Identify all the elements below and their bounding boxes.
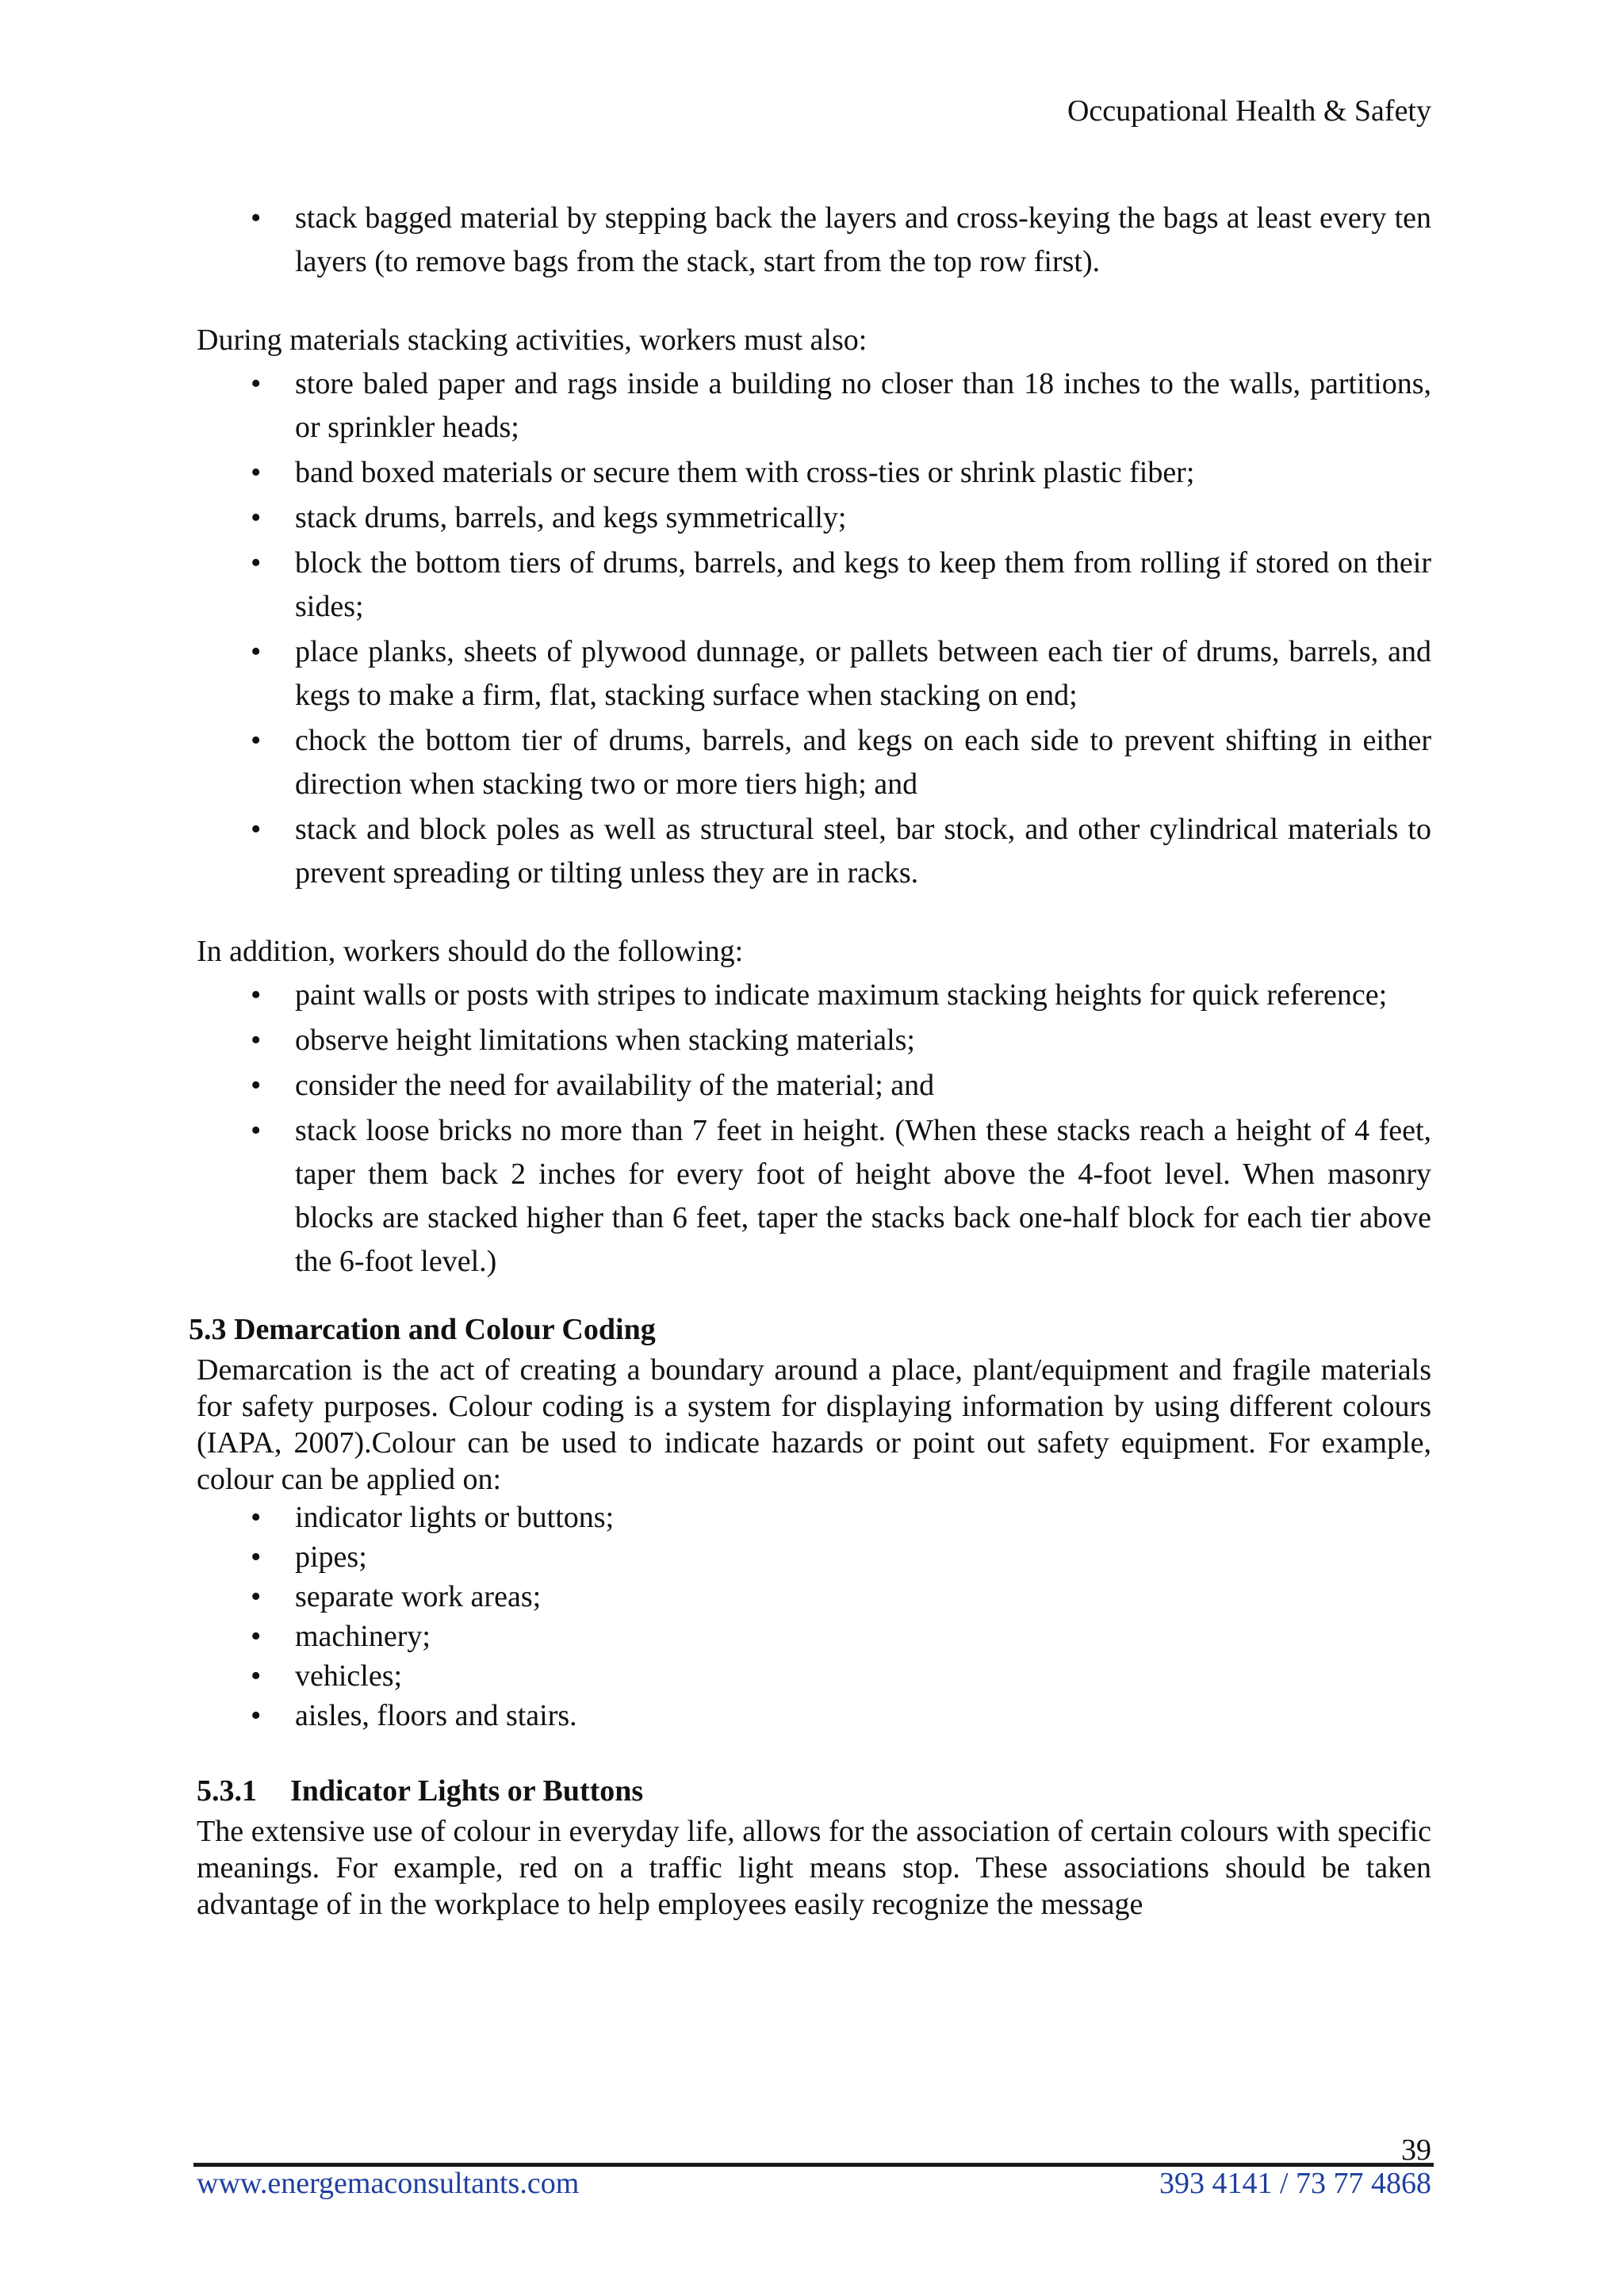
section-5-3-1-paragraph: The extensive use of colour in everyday life, allows for the association of certain colours with specific meanings. For example, red on a traffic light means stop. These associations should be taken advantage of in the workplace to help employees easily recognize the message xyxy=(197,1815,1431,1921)
section-heading-5-3-1 xyxy=(197,1769,1431,1813)
section-number: 5.3.1 xyxy=(197,1774,257,1808)
list-item xyxy=(197,362,1431,450)
list-item-text: indicator lights or buttons; xyxy=(295,1501,615,1534)
bullet-icon: • xyxy=(251,546,262,580)
stacking-bullet-list xyxy=(197,362,1431,895)
bullet-icon: • xyxy=(251,1659,262,1693)
top-bullet-list xyxy=(197,197,1431,284)
footer-phone: 393 4141 / 73 77 4868 xyxy=(1159,2167,1431,2200)
list-item-text: stack drums, barrels, and kegs symmetrically; xyxy=(295,501,847,534)
list-item-text: separate work areas; xyxy=(295,1580,542,1613)
list-item-text: paint walls or posts with stripes to indicate maximum stacking heights for quick reference; xyxy=(295,978,1388,1012)
list-item-text: vehicles; xyxy=(295,1659,403,1693)
footer-website-link[interactable]: www.energemaconsultants.com xyxy=(197,2167,580,2200)
bullet-icon: • xyxy=(251,1501,262,1534)
list-item-text: observe height limitations when stacking materials; xyxy=(295,1024,915,1057)
page-content xyxy=(189,197,1431,1923)
section-5-3-paragraph: Demarcation is the act of creating a boundary around a place, plant/equipment and fragile materials for safety purposes. Colour coding is a system for displaying information by using different colours (IAPA, 2007).Colour can be used to indicate hazards or point out safety equipment. For example, colour can be applied on: xyxy=(197,1353,1431,1496)
bullet-icon: • xyxy=(251,501,262,534)
list-item xyxy=(197,1537,1431,1577)
bullet-icon: • xyxy=(251,367,262,400)
stacking-intro: During materials stacking activities, workers must also: xyxy=(197,323,868,357)
bullet-icon: • xyxy=(251,456,262,489)
list-item xyxy=(197,974,1431,1017)
list-item xyxy=(197,1109,1431,1284)
list-item-text: pipes; xyxy=(295,1540,367,1574)
section-title: Indicator Lights or Buttons xyxy=(290,1774,644,1808)
list-item xyxy=(197,451,1431,495)
list-item xyxy=(197,541,1431,629)
list-item-text: block the bottom tiers of drums, barrels, and kegs to keep them from rolling if stored on their sides; xyxy=(295,546,1431,623)
list-item-text: stack and block poles as well as structural steel, bar stock, and other cylindrical materials to prevent spreading or tilting unless they are in racks. xyxy=(295,813,1431,890)
bullet-icon: • xyxy=(251,1620,262,1653)
list-item-text: band boxed materials or secure them with cross-ties or shrink plastic fiber; xyxy=(295,456,1195,489)
addition-intro: In addition, workers should do the following: xyxy=(197,935,744,968)
bullet-icon: • xyxy=(251,978,262,1012)
bullet-icon: • xyxy=(251,1580,262,1613)
bullet-icon: • xyxy=(251,635,262,668)
bullet-icon: • xyxy=(251,1540,262,1574)
list-item-text: machinery; xyxy=(295,1620,431,1653)
running-header: Occupational Health & Safety xyxy=(1067,94,1431,128)
list-item xyxy=(197,1019,1431,1062)
list-item xyxy=(197,1577,1431,1617)
list-item xyxy=(197,808,1431,895)
page-number: 39 xyxy=(1401,2133,1431,2167)
list-item-text: stack bagged material by stepping back the layers and cross-keying the bags at least every ten layers (to remove bags from the stack, start from the top row first). xyxy=(295,201,1431,278)
bullet-icon: • xyxy=(251,201,262,235)
list-item xyxy=(197,1656,1431,1696)
bullet-icon: • xyxy=(251,1699,262,1732)
list-item xyxy=(197,1617,1431,1656)
bullet-icon: • xyxy=(251,724,262,757)
list-item xyxy=(197,1498,1431,1537)
bullet-icon: • xyxy=(251,813,262,846)
bullet-icon: • xyxy=(251,1114,262,1147)
list-item-text: store baled paper and rags inside a building no closer than 18 inches to the walls, partitions, or sprinkler heads; xyxy=(295,367,1431,444)
list-item xyxy=(197,719,1431,806)
list-item-text: chock the bottom tier of drums, barrels, and kegs on each side to prevent shifting in either direction when stacking two or more tiers high; and xyxy=(295,724,1431,801)
section-heading-5-3: 5.3 Demarcation and Colour Coding xyxy=(189,1313,656,1346)
list-item xyxy=(197,1696,1431,1735)
list-item xyxy=(197,496,1431,540)
list-item xyxy=(197,197,1431,284)
list-item-text: consider the need for availability of the material; and xyxy=(295,1069,935,1102)
colour-coding-list xyxy=(197,1498,1431,1735)
list-item-text: stack loose bricks no more than 7 feet in height. (When these stacks reach a height of 4 feet, taper them back 2 inches for every foot of height above the 4-foot level. When masonry blocks are stacked higher than 6 feet, taper the stacks back one-half block for each tier above the 6-foot level.) xyxy=(295,1114,1431,1278)
list-item-text: place planks, sheets of plywood dunnage, or pallets between each tier of drums, barrels, and kegs to make a firm, flat, stacking surface when stacking on end; xyxy=(295,635,1431,712)
bullet-icon: • xyxy=(251,1024,262,1057)
bullet-icon: • xyxy=(251,1069,262,1102)
list-item xyxy=(197,1064,1431,1108)
addition-bullet-list xyxy=(197,974,1431,1284)
list-item xyxy=(197,630,1431,718)
list-item-text: aisles, floors and stairs. xyxy=(295,1699,577,1732)
